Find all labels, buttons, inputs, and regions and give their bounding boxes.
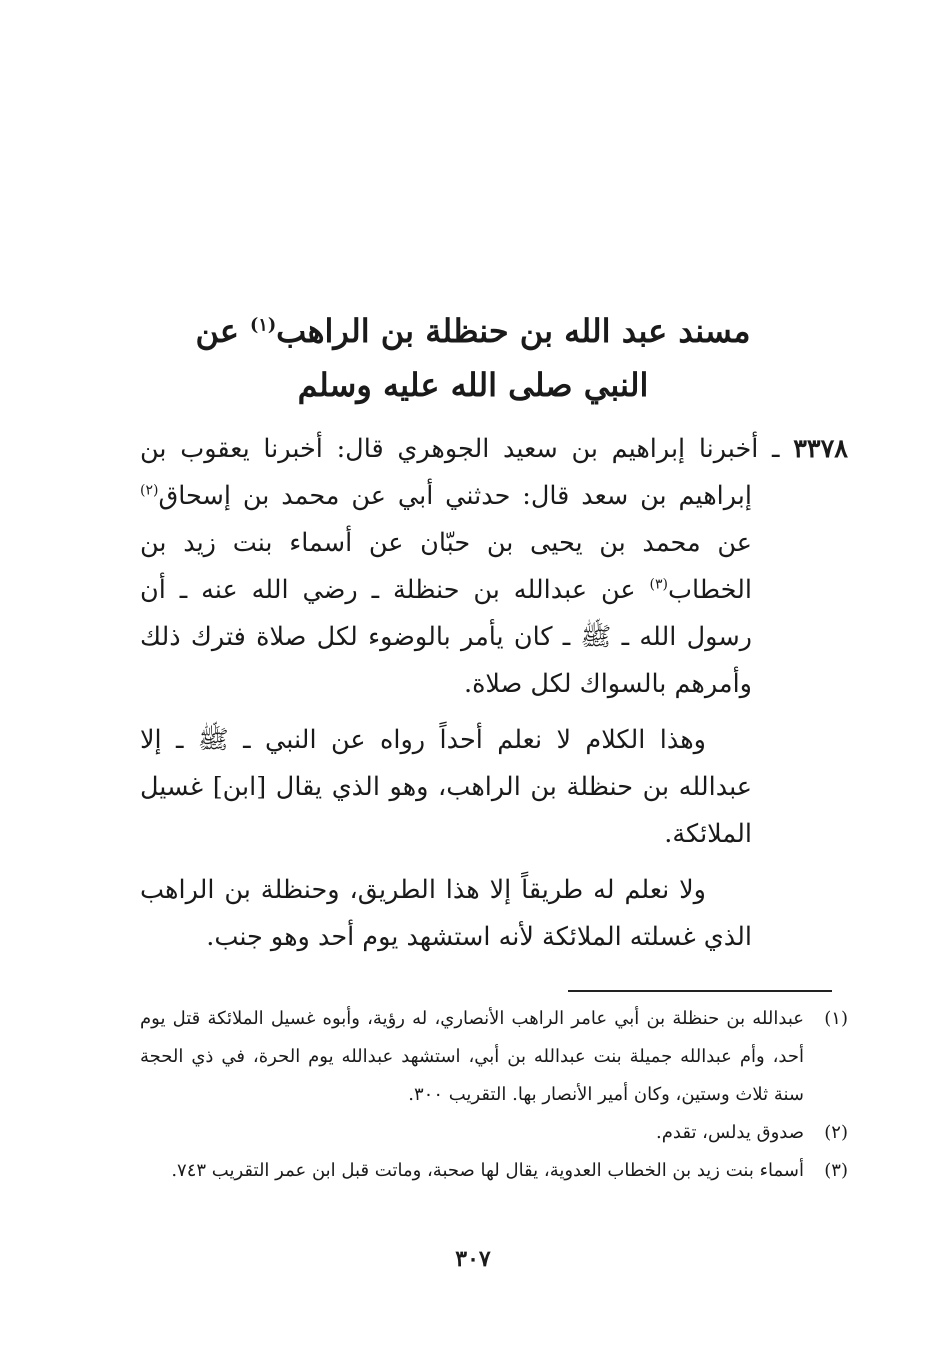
hadith-number: ٣٣٧٨ [793, 434, 849, 464]
hadith-text-a: أخبرنا إبراهيم بن سعيد الجوهري قال: أخبرنا يعقوب بن إبراهيم بن سعد قال: حدثني أبي عن محمد بن إسحاق [140, 434, 759, 511]
footnote-1-number: (١) [824, 1008, 848, 1029]
footnote-3-number: (٣) [824, 1160, 848, 1181]
footnote-1-text: عبدالله بن حنظلة بن أبي عامر الراهب الأنصاري، له رؤية، وأبوه غسيل الملائكة قتل يوم أحد، وأم عبدالله جميلة بنت عبدالله بن أبي، استشهد عبدالله يوم الحرة، في ذي الحجة سنة ثلاث وستين، وكان أمير الأنصار بها. التقريب ٣٠٠. [140, 1008, 804, 1105]
title-line-1 [150, 304, 796, 358]
footnote-2-number: (٢) [824, 1122, 848, 1143]
footnote-divider [568, 990, 832, 992]
title-line-1-text: مسند عبد الله بن حنظلة بن الراهب [276, 312, 751, 350]
footnote-3-text: أسماء بنت زيد بن الخطاب العدوية، يقال لها صحبة، وماتت قبل ابن عمر التقريب ٧٤٣. [171, 1160, 804, 1181]
main-text [140, 426, 848, 961]
footnotes [140, 1000, 848, 1190]
footnote-mark-3: (٣) [649, 576, 668, 593]
footnote-3 [140, 1152, 848, 1190]
footnote-1 [140, 1000, 848, 1114]
hadith-text-b: عن محمد بن يحيى بن حبّان عن أسماء بنت زيد بن الخطاب [140, 528, 752, 605]
commentary-paragraph-1: وهذا الكلام لا نعلم أحداً رواه عن النبي ـ ﷺ ـ إلا عبدالله بن حنظلة بن الراهب، وهو الذي يقال [ابن] غسيل الملائكة. [140, 725, 752, 849]
title-line-1-end: عن [195, 312, 239, 350]
page-number: ٣٠٧ [455, 1246, 491, 1272]
commentary-paragraph-2: ولا نعلم له طريقاً إلا هذا الطريق، وحنظلة بن الراهب الذي غسلته الملائكة لأنه استشهد يوم أحد وهو جنب. [140, 875, 752, 952]
footnote-mark-2: (٢) [140, 482, 159, 499]
hadith-text-c: عن عبدالله بن حنظلة ـ رضي الله عنه ـ أن رسول الله ـ ﷺ ـ كان يأمر بالوضوء لكل صلاة فترك ذلك وأمرهم بالسواك لكل صلاة. [140, 575, 752, 699]
section-title [150, 304, 796, 412]
hadith-paragraph: ٣٣٧٨ ـ أخبرنا إبراهيم بن سعيد الجوهري قال: أخبرنا يعقوب بن إبراهيم بن سعد قال: حدثني أبي عن محمد بن إسحاق$^{(٢)}$ عن محمد بن يحيى بن حبّان عن أسماء بنت زيد بن الخطاب$^{(٣)}$ عن عبدالله بن حنظلة ـ رضي الله عنه ـ أن رسول الله ـ ﷺ ـ كان يأمر بالوضوء لكل صلاة فترك ذلك وأمرهم بالسواك لكل صلاة. [140, 434, 849, 699]
footnote-2-text: صدوق يدلس، تقدم. [656, 1122, 804, 1143]
title-footnote-mark: (١) [250, 314, 277, 336]
footnote-2 [140, 1114, 848, 1152]
title-line-2: النبي صلى الله عليه وسلم [297, 366, 649, 404]
